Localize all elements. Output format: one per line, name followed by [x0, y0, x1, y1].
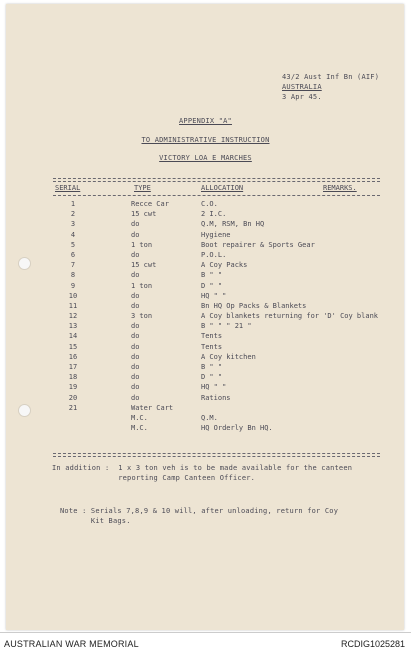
- column-header-allocation: ALLOCATION: [201, 184, 244, 192]
- row-serial: 4: [70, 230, 76, 239]
- row-serial: 21: [68, 403, 78, 412]
- row-serial: 2: [70, 210, 76, 219]
- table-row: [0, 231, 411, 241]
- row-allocation: B " ": [201, 363, 223, 371]
- row-allocation: Q.M, RSM, Bn HQ: [201, 220, 265, 229]
- table-header: [0, 184, 411, 194]
- row-type: do: [131, 291, 140, 300]
- row-serial: 18: [68, 373, 78, 382]
- table-row: [0, 373, 411, 383]
- row-type: do: [131, 301, 140, 310]
- archive-footer: [0, 632, 411, 654]
- row-type: 1 ton: [131, 281, 153, 290]
- divider: [53, 181, 380, 182]
- table-row: [0, 302, 411, 312]
- table-row: [0, 383, 411, 393]
- column-header-type: TYPE: [134, 184, 151, 192]
- reference-block: [282, 72, 379, 102]
- row-type: do: [131, 393, 140, 402]
- instruction-heading: TO ADMINISTRATIVE INSTRUCTION: [141, 136, 270, 144]
- table-row: [0, 363, 411, 373]
- row-type: do: [131, 250, 140, 259]
- row-serial: 6: [70, 250, 76, 259]
- divider: [53, 453, 380, 454]
- row-serial: 20: [68, 393, 78, 402]
- table-row: [0, 200, 411, 210]
- table-row: [0, 424, 411, 434]
- archive-identifier: RCDIG1025281: [340, 639, 405, 649]
- in-addition-note: [52, 463, 352, 483]
- row-allocation: HQ Orderly Bn HQ.: [201, 424, 273, 433]
- row-allocation: P.O.L.: [201, 250, 227, 259]
- divider: [53, 195, 380, 196]
- table-row: [0, 353, 411, 363]
- row-serial: 5: [70, 240, 76, 249]
- row-serial: 12: [68, 312, 78, 321]
- row-allocation: HQ " ": [201, 383, 227, 392]
- archive-source: AUSTRALIAN WAR MEMORIAL: [4, 639, 139, 649]
- row-serial: 8: [70, 271, 76, 280]
- row-allocation: Boot repairer & Sports Gear: [201, 240, 315, 249]
- row-allocation: C.O.: [201, 200, 218, 208]
- note-line: Kit Bags.: [60, 517, 131, 525]
- row-allocation: Tents: [201, 332, 223, 341]
- row-allocation: Bn HQ Op Packs & Blankets: [201, 301, 307, 310]
- column-header-serial: SERIAL: [55, 184, 81, 192]
- row-allocation: D " ": [201, 281, 223, 290]
- row-serial: 14: [68, 332, 78, 341]
- row-type: Recce Car: [131, 200, 169, 208]
- row-type: M.C.: [131, 424, 148, 433]
- table-row: [0, 414, 411, 424]
- allocation-table: [0, 200, 411, 434]
- table-row: [0, 292, 411, 302]
- in-addition-line: In addition : 1 x 3 ton veh is to be made available for the canteen: [52, 464, 353, 472]
- row-type: do: [131, 373, 140, 382]
- row-serial: 13: [68, 322, 78, 331]
- table-row: [0, 394, 411, 404]
- row-type: do: [131, 322, 140, 331]
- column-header-remarks: REMARKS.: [323, 184, 357, 192]
- row-type: do: [131, 220, 140, 229]
- row-allocation: B " ": [201, 271, 223, 280]
- table-row: [0, 271, 411, 281]
- row-type: 15 cwt: [131, 210, 157, 219]
- row-serial: 9: [70, 281, 76, 290]
- note-line: Note : Serials 7,8,9 & 10 will, after unloading, return for Coy: [60, 507, 339, 515]
- date-line: 3 Apr 45.: [282, 93, 322, 101]
- table-row: [0, 404, 411, 414]
- row-type: do: [131, 352, 140, 361]
- country-line: AUSTRALIA: [282, 83, 322, 91]
- table-row: [0, 332, 411, 342]
- unit-line: 43/2 Aust Inf Bn (AIF): [282, 73, 380, 81]
- table-row: [0, 220, 411, 230]
- row-serial: 7: [70, 261, 76, 270]
- row-type: do: [131, 342, 140, 351]
- divider: [53, 178, 380, 179]
- row-allocation: HQ " ": [201, 291, 227, 300]
- row-serial: 19: [68, 383, 78, 392]
- in-addition-line: reporting Camp Canteen Officer.: [52, 474, 256, 482]
- table-row: [0, 343, 411, 353]
- title-heading: VICTORY LOA E MARCHES: [159, 154, 252, 162]
- table-row: [0, 210, 411, 220]
- row-type: do: [131, 383, 140, 392]
- row-allocation: Rations: [201, 393, 231, 402]
- row-type: do: [131, 271, 140, 280]
- table-row: [0, 261, 411, 271]
- row-allocation: Hygiene: [201, 230, 231, 239]
- table-row: [0, 251, 411, 261]
- row-type: do: [131, 230, 140, 239]
- row-type: Water Cart: [131, 403, 174, 412]
- row-serial: 3: [70, 220, 76, 229]
- row-allocation: 2 I.C.: [201, 210, 227, 219]
- row-serial: 11: [68, 301, 78, 310]
- appendix-heading: APPENDIX "A": [179, 117, 232, 125]
- row-allocation: Q.M.: [201, 413, 218, 422]
- row-serial: 10: [68, 291, 78, 300]
- row-allocation: A Coy blankets returning for 'D' Coy blank: [201, 312, 379, 321]
- row-serial: 15: [68, 342, 78, 351]
- divider: [53, 456, 380, 457]
- row-serial: 17: [68, 363, 78, 371]
- table-row: [0, 282, 411, 292]
- row-type: do: [131, 363, 140, 371]
- table-row: [0, 241, 411, 251]
- row-type: M.C.: [131, 413, 148, 422]
- row-type: 3 ton: [131, 312, 153, 321]
- row-allocation: A Coy kitchen: [201, 352, 256, 361]
- row-allocation: D " ": [201, 373, 223, 382]
- row-allocation: Tents: [201, 342, 223, 351]
- row-serial: 1: [70, 200, 76, 208]
- row-type: 1 ton: [131, 240, 153, 249]
- row-type: 15 cwt: [131, 261, 157, 270]
- row-allocation: B " " " 21 ": [201, 322, 252, 331]
- row-allocation: A Coy Packs: [201, 261, 248, 270]
- table-row: [0, 312, 411, 322]
- row-type: do: [131, 332, 140, 341]
- table-row: [0, 322, 411, 332]
- note: [60, 506, 338, 526]
- row-serial: 16: [68, 352, 78, 361]
